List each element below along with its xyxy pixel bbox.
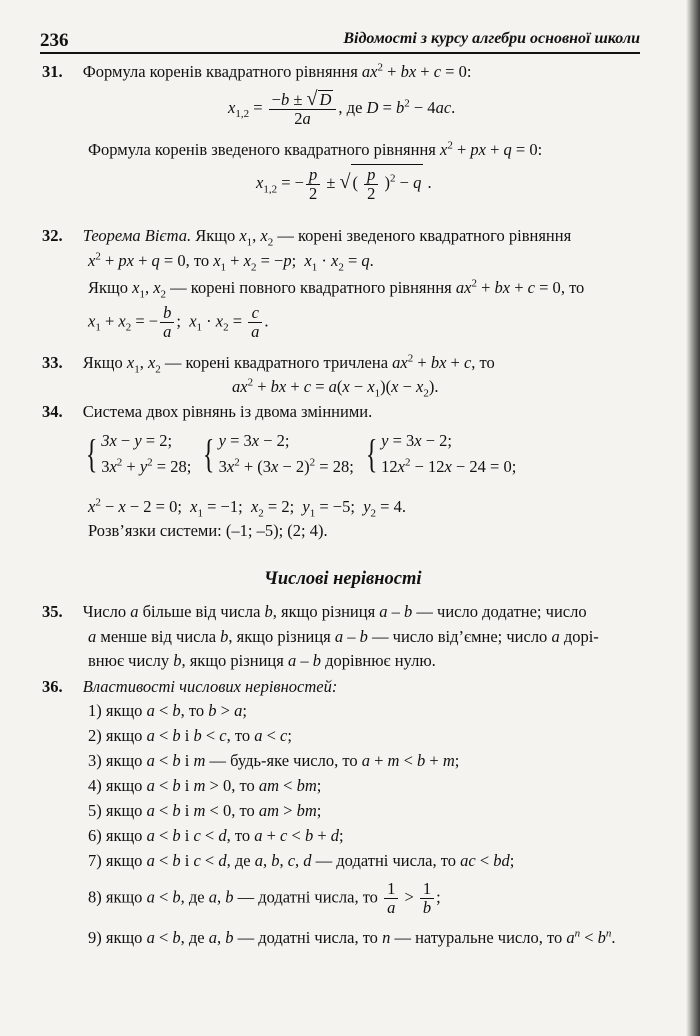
property-6: 6) якщо a < b і c < d, то a + c < b + d; bbox=[88, 826, 344, 845]
item-33: 33. Якщо $x_1$, $x_2$ — корені квадратного тричлена $ax^2$ + bx + c, то bbox=[42, 352, 495, 376]
item-35-line2: a менше від числа b, якщо різниця a – b — число від’ємне; число a дорі- bbox=[88, 627, 599, 646]
item-35: 35. Число a більше від числа b, якщо різниця a – b — число додатне; число bbox=[42, 602, 587, 621]
section-title: Числові нерівності bbox=[264, 569, 422, 589]
item-32-line2: $x^2$ + px + q = 0, то $x_1 + x_2 = -p$; $x_1 \cdot x_2 = q$. bbox=[88, 250, 374, 274]
item-32: 32. Теорема Вієта. Якщо $x_1$, $x_2$ — корені зведеного квадратного рівняння bbox=[42, 226, 572, 249]
page-edge-shadow bbox=[686, 0, 700, 1036]
property-9: 9) якщо a < b, де a, b — додатні числа, то n — натуральне число, то $a^n < b^n$. bbox=[88, 927, 616, 947]
item-32-line3: Якщо $x_1$, $x_2$ — корені повного квадратного рівняння $ax^2$ + bx + c = 0, то bbox=[88, 277, 585, 301]
property-4: 4) якщо a < b і m > 0, то am < bm; bbox=[88, 776, 322, 795]
formula-quadratic-roots: $x_{1,2}$ = $\frac{-b \pm √ D}{2a}$ , де $D = b^2 - 4ac$. bbox=[228, 88, 456, 128]
item-31-reduced: Формула коренів зведеного квадратного рівняння $x^2$ + px + q = 0: bbox=[88, 139, 543, 159]
item-35-line3: внює числу b, якщо різниця a – b дорівнює нулю. bbox=[88, 651, 436, 670]
item-number: 31. bbox=[42, 62, 63, 81]
header-rule bbox=[40, 52, 640, 54]
property-5: 5) якщо a < b і m < 0, то am > bm; bbox=[88, 801, 322, 820]
formula-vieta-full: $x_1 + x_2$ = − $\frac{b}{a}$ ; $x_1 \cdot x_2$ = $\frac{c}{a}$ . bbox=[88, 303, 269, 341]
item-31: 31. Формула коренів квадратного рівняння $ax^2$ + bx + c = 0: bbox=[42, 61, 472, 81]
property-2: 2) якщо a < b і b < c, то a < c; bbox=[88, 726, 292, 745]
property-8: 8) якщо a < b, де a, b — додатні числа, то $\frac{1}{a}$ > $\frac{1}{b}$ ; bbox=[88, 879, 441, 917]
running-title: Відомості з курсу алгебри основної школи bbox=[343, 30, 640, 47]
item-36: 36. Властивості числових нерівностей: bbox=[42, 677, 338, 696]
property-1: 1) якщо a < b, то b > a; bbox=[88, 701, 247, 720]
formula-trinomial-factor: $ax^2$ + bx + $c = a(x - x_1)(x - x_2)$. bbox=[232, 376, 439, 400]
property-3: 3) якщо a < b і m — будь-яке число, то a + m < b + m; bbox=[88, 751, 460, 770]
page-number: 236 bbox=[40, 30, 69, 51]
system-answer: Розв’язки системи: (–1; –5); (2; 4). bbox=[88, 521, 328, 540]
system-solution: $x^2 - x - 2 = 0$; $x_1 = -1$; $x_2 = 2$; $y_1 = -5$; $y_2 = 4$. bbox=[88, 496, 406, 520]
system-equations: { 3x − y = 2; $3x^2 + y^2 = 28$; { y = 3x − 2; $3x^2 + (3x - 2)^2 = 28$; { y = 3x − 2; $12x^2 - 12x - 24 = 0$; bbox=[85, 431, 517, 476]
item-34: 34. Система двох рівнянь із двома змінними. bbox=[42, 402, 373, 421]
property-7: 7) якщо a < b і c < d, де a, b, c, d — додатні числа, то ac < bd; bbox=[88, 851, 515, 870]
item-text: Формула коренів квадратного рівняння bbox=[82, 62, 358, 81]
formula-reduced-roots: $x_{1,2}$ = − $\frac{p}{2}$ ± √ ( $\frac{p}{2}$ )$^2$ − q . bbox=[256, 164, 432, 203]
